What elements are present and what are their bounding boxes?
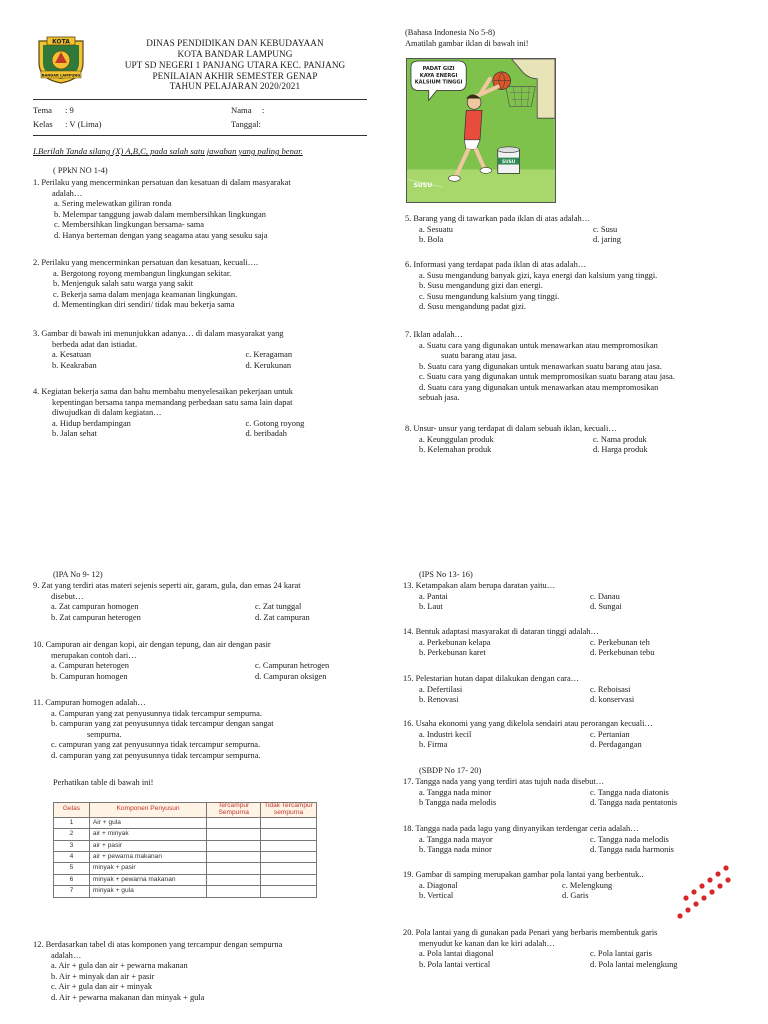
q14-option-d[interactable]: d. Perkebunan tebu xyxy=(590,648,655,657)
q9-option-c[interactable]: c. Zat tunggal xyxy=(255,602,302,611)
question-4 xyxy=(33,387,343,440)
q19-option-c[interactable]: c. Melengkung xyxy=(562,880,613,890)
q11-option-d[interactable]: d. campuran yang zat penyusunnya tidak tercampur sempurna. xyxy=(51,750,261,760)
q13-stem: 13. Ketampakan alam berupa daratan yaitu… xyxy=(403,581,556,590)
question-8 xyxy=(405,424,735,456)
table-row xyxy=(54,863,317,874)
q18-option-d[interactable]: d. Tangga nada harmonis xyxy=(590,845,674,854)
q20-option-c[interactable]: c. Pola lantai garis xyxy=(590,949,652,958)
section-bahasa-indonesia: (Bahasa Indonesia No 5-8) xyxy=(405,28,496,37)
table-cell-tercampur[interactable] xyxy=(207,874,261,885)
table-cell-komponen: minyak + gula xyxy=(89,886,206,897)
q8-option-d[interactable]: d. Harga produk xyxy=(593,445,648,454)
q19-option-b[interactable]: b. Vertical xyxy=(419,891,454,900)
question-19 xyxy=(403,870,677,902)
q6-option-b[interactable]: b. Susu mengandung gizi dan energi. xyxy=(419,281,543,290)
header-line-1: DINAS PENDIDIKAN DAN KEBUDAYAAN xyxy=(146,38,324,48)
q15-option-a[interactable]: a. Defertilasi xyxy=(419,684,463,694)
floor-pattern-dots-image xyxy=(676,864,732,920)
table-cell-tidak-tercampur[interactable] xyxy=(261,863,317,874)
table-instruction: Perhatikan table di bawah ini! xyxy=(53,778,154,787)
q4-option-a[interactable]: a. Hidup berdampingan xyxy=(52,418,131,428)
q1-stem-cont: adalah… xyxy=(52,188,83,198)
table-cell-komponen: air + pewarna makanan xyxy=(89,852,206,863)
q3-option-a[interactable]: a. Kesatuan xyxy=(52,350,92,359)
q11-option-b-cont: sempurna. xyxy=(87,729,122,739)
q16-stem: 16. Usaha ekonomi yang yang dikelola sendairi atau perorangan kecuali… xyxy=(403,719,653,728)
q7-option-b[interactable]: b. Suatu cara yang digunakan untuk menawarkan suatu barang atau jasa. xyxy=(419,361,662,371)
city-emblem-logo xyxy=(33,33,89,85)
q12-stem: 12. Berdasarkan tabel di atas komponen yang tercampur dengan sempurna xyxy=(33,940,283,949)
q8-option-a[interactable]: a. Keunggulan produk xyxy=(419,434,494,444)
q4-stem: 4. Kegiatan bekerja sama dan bahu membahu menyelesaikan pekerjaan untuk xyxy=(33,387,293,396)
q10-option-b[interactable]: b. Campuran homogen xyxy=(51,671,128,681)
q9-option-a[interactable]: a. Zat campuran homogen xyxy=(51,602,139,611)
q7-option-c[interactable]: c. Suatu cara yang digunakan untuk mempromosikan suatu barang atau jasa. xyxy=(419,372,675,381)
q11-stem: 11. Campuran homogen adalah… xyxy=(33,698,146,707)
table-cell-gelas: 1 xyxy=(54,817,90,828)
q17-option-d[interactable]: d. Tangga nada pentatonis xyxy=(590,798,678,807)
q5-option-a[interactable]: a. Sesuatu xyxy=(419,224,453,234)
question-16 xyxy=(403,719,733,751)
mixture-table xyxy=(53,802,317,898)
q14-stem: 14. Bentuk adaptasi masyarakat di dataran tinggi adalah… xyxy=(403,627,599,636)
q10-option-c[interactable]: c. Campuran hetrogen xyxy=(255,661,330,670)
table-header-tercampur: Tercampur Sempurna xyxy=(207,803,261,818)
question-9 xyxy=(33,581,363,623)
q3-stem: 3. Gambar di bawah ini menunjukkan adanya… di dalam masyarakat yang xyxy=(33,329,284,338)
q16-option-c[interactable]: c. Pertanian xyxy=(590,729,630,739)
table-cell-komponen: air + pasir xyxy=(89,840,206,851)
q15-option-c[interactable]: c. Reboisasi xyxy=(590,684,631,694)
q18-stem: 18. Tangga nada pada lagu yang dinyanyikan terdengar ceria adalah… xyxy=(403,824,639,833)
q12-option-a[interactable]: a. Air + gula dan air + pewarna makanan xyxy=(51,961,188,970)
question-5 xyxy=(405,214,735,246)
q15-option-d[interactable]: d. konservasi xyxy=(590,695,635,704)
q12-stem-cont: adalah… xyxy=(51,950,82,960)
question-7 xyxy=(405,330,675,404)
tema-value: : 9 xyxy=(65,105,74,115)
q19-option-d[interactable]: d. Garis xyxy=(562,891,589,900)
q17-option-c[interactable]: c. Tangga nada diatonis xyxy=(590,787,669,797)
q6-option-a[interactable]: a. Susu mengandung banyak gizi, kaya energi dan kalsium yang tinggi. xyxy=(419,270,658,280)
q12-option-b[interactable]: b. Air + minyak dan air + pasir xyxy=(51,971,155,981)
question-12 xyxy=(33,940,282,1003)
table-cell-gelas: 4 xyxy=(54,852,90,863)
q11-option-c[interactable]: c. campuran yang zat penyusunnya tidak tercampur sempurna. xyxy=(51,740,261,749)
table-cell-tidak-tercampur[interactable] xyxy=(261,886,317,897)
q14-option-a[interactable]: a. Perkebunan kelapa xyxy=(419,637,491,647)
q16-option-a[interactable]: a. Industri kecil xyxy=(419,729,472,739)
q13-option-d[interactable]: d. Sungai xyxy=(590,602,622,611)
section-ips: (IPS No 13- 16) xyxy=(419,570,473,579)
q2-stem: 2. Perilaku yang mencerminkan persatuan dan kesatuan, kecuali…. xyxy=(33,258,259,267)
instruction-text: I.Berilah Tanda silang (X) A,B,C, pada salah satu jawaban yang paling benar. xyxy=(33,146,303,156)
q6-stem: 6. Informasi yang terdapat pada iklan di atas adalah… xyxy=(405,260,587,269)
question-17 xyxy=(403,777,733,809)
q7-option-a-cont: suatu barang atau jasa. xyxy=(441,351,517,360)
header-divider xyxy=(33,99,367,100)
q3-option-c[interactable]: c. Keragaman xyxy=(245,350,293,359)
table-cell-tidak-tercampur[interactable] xyxy=(261,840,317,851)
table-cell-tercampur[interactable] xyxy=(207,817,261,828)
table-cell-tercampur[interactable] xyxy=(207,863,261,874)
question-10 xyxy=(33,640,363,682)
section-ppkn: ( PPkN NO 1-4) xyxy=(53,166,108,175)
table-header-gelas: Gelas xyxy=(54,803,90,818)
ad-bubble-line-3: KALSIUM TINGGI xyxy=(414,79,463,86)
q11-option-b[interactable]: b. campuran yang zat penyusunnya tidak tercampur dengan sangat xyxy=(51,719,274,728)
table-cell-gelas: 2 xyxy=(54,829,90,840)
q11-option-a[interactable]: a. Campuran yang zat penyusunnya tidak tercampur sempurna. xyxy=(51,708,262,718)
q7-option-d[interactable]: d. Suatu cara yang digunakan untuk menawarkan atau mempromosikan xyxy=(419,382,659,392)
question-18 xyxy=(403,824,733,856)
question-14 xyxy=(403,627,733,659)
q13-option-b[interactable]: b. Laut xyxy=(419,602,443,611)
q19-stem: 19. Gambar di samping merupakan gambar pola lantai yang berbentuk.. xyxy=(403,870,644,879)
nama-label: Nama xyxy=(231,105,252,115)
q8-option-c[interactable]: c. Nama produk xyxy=(593,434,647,444)
svg-text:BANDAR LAMPUNG: BANDAR LAMPUNG xyxy=(41,73,81,78)
table-cell-gelas: 3 xyxy=(54,840,90,851)
q7-stem: 7. Iklan adalah… xyxy=(405,330,463,339)
q1-stem: 1. Perilaku yang mencerminkan persatuan dan kesatuan di dalam masyarakat xyxy=(33,178,291,187)
table-header-tidak-tercampur: Tidak Tercampur sempurna xyxy=(261,803,317,818)
table-row xyxy=(54,817,317,828)
q2-option-b[interactable]: b. Menjenguk salah satu warga yang sakit xyxy=(53,279,194,288)
q1-option-d[interactable]: d. Hanya berteman dengan yang seagama atau yang sesuku saja xyxy=(54,230,268,240)
question-2 xyxy=(33,258,258,311)
tanggal-label: Tanggal: xyxy=(231,119,261,129)
ad-bubble-line-2: KAYA ENERGI xyxy=(419,72,458,79)
table-cell-tidak-tercampur[interactable] xyxy=(261,829,317,840)
q9-option-d[interactable]: d. Zat campuran xyxy=(255,612,310,622)
meta-divider xyxy=(33,135,367,136)
q9-stem-cont: disebut… xyxy=(51,591,84,601)
q8-option-b[interactable]: b. Kelemahan produk xyxy=(419,445,492,454)
table-row xyxy=(54,852,317,863)
q18-option-c[interactable]: c. Tangga nada melodis xyxy=(590,834,669,844)
q5-option-d[interactable]: d. jaring xyxy=(593,235,621,244)
q12-option-c[interactable]: c. Air + gula dan air + minyak xyxy=(51,982,153,991)
q12-option-d[interactable]: d. Air + pewarna makanan dan minyak + gula xyxy=(51,992,205,1002)
q3-option-d[interactable]: d. Kerukunan xyxy=(245,360,292,370)
q15-option-b[interactable]: b. Renovasi xyxy=(419,695,459,704)
table-cell-tercampur[interactable] xyxy=(207,829,261,840)
milk-advertisement-image xyxy=(406,58,556,203)
question-15 xyxy=(403,674,733,706)
q18-option-a[interactable]: a. Tangga nada mayor xyxy=(419,834,493,844)
q9-stem: 9. Zat yang terdiri atas materi sejenis seperti air, garam, gula, dan emas 24 karat xyxy=(33,581,301,590)
question-20 xyxy=(403,928,733,970)
q6-option-d[interactable]: d. Susu mengandung padat gizi. xyxy=(419,302,526,311)
question-11 xyxy=(33,698,274,761)
q5-option-c[interactable]: c. Susu xyxy=(593,224,618,234)
question-3 xyxy=(33,329,343,371)
q8-stem: 8. Unsur- unsur yang terdapat di dalam sebuah iklan, kecuali… xyxy=(405,424,617,433)
table-cell-tidak-tercampur[interactable] xyxy=(261,817,317,828)
section-sbdp: (SBDP No 17- 20) xyxy=(419,766,482,775)
table-cell-tidak-tercampur[interactable] xyxy=(261,852,317,863)
ad-bubble-line-1: PADAT GIZI xyxy=(422,65,455,72)
q4-stem-cont-1: kepentingan bersama tanpa memandang perbedaan satu sama lain dapat xyxy=(52,397,293,407)
q10-option-a[interactable]: a. Campuran heterogen xyxy=(51,661,129,670)
q1-option-b[interactable]: b. Melempar tanggung jawab dalam membersihkan lingkungan xyxy=(54,209,266,219)
table-cell-gelas: 6 xyxy=(54,874,90,885)
q4-option-d[interactable]: d. beribadah xyxy=(245,429,287,438)
ad-instruction: Amatilah gambar iklan di bawah ini! xyxy=(405,39,529,48)
question-1 xyxy=(33,178,291,241)
q19-option-a[interactable]: a. Diagonal xyxy=(419,880,458,890)
q1-option-c[interactable]: c. Membersihkan lingkungan bersama- sama xyxy=(54,220,205,229)
table-row xyxy=(54,874,317,885)
question-13 xyxy=(403,581,733,613)
q1-option-a[interactable]: a. Sering melewatkan giliran ronda xyxy=(54,199,172,208)
q14-option-b[interactable]: b. Perkebunan karet xyxy=(419,648,486,657)
q20-option-d[interactable]: d. Pola lantai melengkung xyxy=(590,959,678,969)
table-cell-komponen: minyak + pewarna makanan xyxy=(89,874,206,885)
table-row xyxy=(54,886,317,897)
table-cell-komponen: Air + gula xyxy=(89,817,206,828)
q4-option-c[interactable]: c. Gotong royong xyxy=(245,418,305,428)
q2-option-a[interactable]: a. Bergotong royong membangun lingkungan sekitar. xyxy=(53,268,232,278)
q4-stem-cont-2: diwujudkan di dalam kegiatan… xyxy=(52,408,162,417)
q15-stem: 15. Pelestarian hutan dapat dilakukan dengan cara… xyxy=(403,674,580,683)
svg-text:KOTA: KOTA xyxy=(52,38,70,46)
section-ipa: (IPA No 9- 12) xyxy=(53,570,103,579)
table-cell-komponen: minyak + pasir xyxy=(89,863,206,874)
q17-stem: 17. Tangga nada yang yang terdiri atas tujuh nada disebut… xyxy=(403,777,605,786)
table-row xyxy=(54,840,317,851)
q6-option-c[interactable]: c. Susu mengandung kalsium yang tinggi. xyxy=(419,291,560,301)
kelas-value: : V (Lima) xyxy=(65,119,102,129)
tema-label: Tema xyxy=(33,105,52,115)
header-line-3: UPT SD NEGERI 1 PANJANG UTARA KEC. PANJANG xyxy=(124,59,346,70)
header-line-4: PENILAIAN AKHIR SEMESTER GENAP xyxy=(152,70,318,81)
q20-stem: 20. Pola lantai yang di gunakan pada Penari yang berbaris membentuk garis xyxy=(403,928,658,937)
q10-stem-cont: merupakan contoh dari… xyxy=(51,650,137,660)
ad-can-label: SUSU xyxy=(501,160,516,166)
q16-option-b[interactable]: b. Firma xyxy=(419,740,448,749)
school-header xyxy=(95,38,375,92)
q20-option-a[interactable]: a. Pola lantai diagonal xyxy=(419,949,494,958)
q3-stem-cont: berbeda adat dan istiadat. xyxy=(52,339,138,349)
table-row xyxy=(54,829,317,840)
ad-floor-label: SUSU xyxy=(413,182,433,190)
q2-option-c[interactable]: c. Bekerja sama dalam menjaga keamanan lingkungan. xyxy=(53,289,238,299)
q4-option-b[interactable]: b. Jalan sehat xyxy=(52,429,97,438)
table-cell-tercampur[interactable] xyxy=(207,852,261,863)
q17-option-b[interactable]: b Tangga nada melodis xyxy=(419,798,497,807)
q20-option-b[interactable]: b. Pola lantai vertical xyxy=(419,959,491,969)
q9-option-b[interactable]: b. Zat campuran heterogen xyxy=(51,612,141,622)
table-cell-gelas: 7 xyxy=(54,886,90,897)
q14-option-c[interactable]: c. Perkebunan teh xyxy=(590,637,650,647)
q16-option-d[interactable]: d. Perdagangan xyxy=(590,740,642,749)
kelas-label: Kelas xyxy=(33,119,53,129)
q17-option-a[interactable]: a. Tangga nada minor xyxy=(419,787,492,797)
header-line-5: TAHUN PELAJARAN 2020/2021 xyxy=(169,81,301,92)
table-header-row xyxy=(54,803,317,818)
table-header-komponen: Komponen Penyusun xyxy=(89,803,206,818)
table-cell-komponen: air + minyak xyxy=(89,829,206,840)
q7-option-a[interactable]: a. Suatu cara yang digunakan untuk menawarkan atau mempromosikan xyxy=(419,340,658,350)
header-line-2: KOTA BANDAR LAMPUNG xyxy=(177,48,293,59)
q13-option-c[interactable]: c. Danau xyxy=(590,591,620,601)
q5-stem: 5. Barang yang di tawarkan pada iklan di atas adalah… xyxy=(405,214,591,223)
table-cell-tercampur[interactable] xyxy=(207,840,261,851)
q2-option-d[interactable]: d. Mementingkan diri sendiri/ tidak mau bekerja sama xyxy=(53,300,235,309)
q7-option-d-cont: sebuah jasa. xyxy=(419,393,460,402)
nama-value: : xyxy=(262,105,265,115)
q3-option-b[interactable]: b. Keakraban xyxy=(52,360,97,370)
q5-option-b[interactable]: b. Bola xyxy=(419,235,444,244)
table-cell-tidak-tercampur[interactable] xyxy=(261,874,317,885)
table-cell-gelas: 5 xyxy=(54,863,90,874)
q18-option-b[interactable]: b. Tangga nada minor xyxy=(419,845,492,854)
q13-option-a[interactable]: a. Pantai xyxy=(419,591,448,601)
q10-stem: 10. Campuran air dengan kopi, air dengan tepung, dan air dengan pasir xyxy=(33,640,271,649)
table-cell-tercampur[interactable] xyxy=(207,886,261,897)
q20-stem-cont: menyudut ke kanan dan ke kiri adalah… xyxy=(419,938,555,948)
q10-option-d[interactable]: d. Campuran oksigen xyxy=(255,671,327,681)
question-6 xyxy=(405,260,657,313)
